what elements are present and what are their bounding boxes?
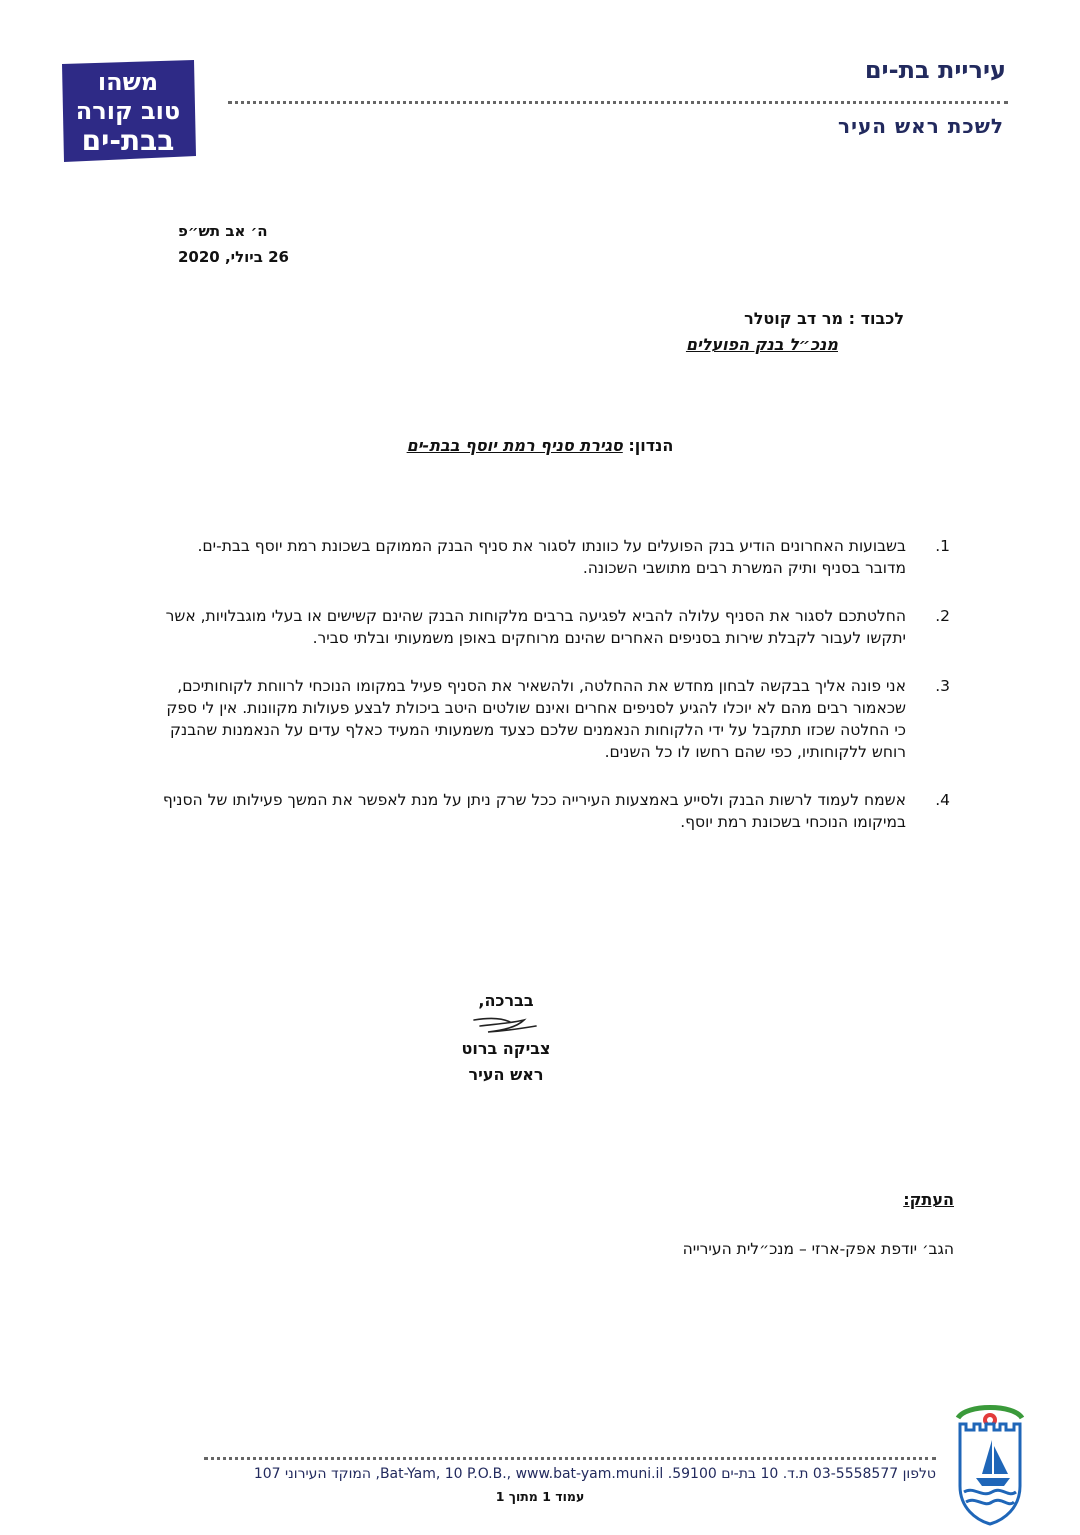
- subject-line: [0, 436, 1080, 455]
- closing-text: בברכה,: [478, 991, 534, 1010]
- paragraph-number: 1.: [935, 537, 950, 555]
- paragraph-text: אני פונה אליך בבקשה לבחון מחדש את ההחלטה, ולהשאיר את הסניף פעיל במקומו הנוכחי לרווחת לקוחותיכם, שכאמור רבים מהם לא יוכלו להגיע לסניפים אחרים ואינם שולטים היטב ביכולת לבצע פעולות מקוונות. אין לי ספק כי החלטה שכזו תתקבל על ידי הלקוחות הנאמנים שלכם כצעד משמעותי המעיד כאלף עדים על הנאמנות שהבנק רוחש ללקוחותיו, כפי שהם רחשו לו כל השנים.: [166, 677, 906, 761]
- subject-text: סגירת סניף רמת יוסף בבת-ים: [406, 436, 623, 455]
- body-paragraph: [160, 605, 950, 649]
- city-slogan-logo: [58, 60, 198, 162]
- logo-line-1: משהו: [97, 68, 159, 96]
- page-number: עמוד 1 מתוך 1: [495, 1489, 585, 1504]
- signer-title: ראש העיר: [468, 1065, 544, 1084]
- office-name: לשכת ראש העיר: [838, 114, 1004, 138]
- logo-line-3: בבת-ים: [81, 124, 175, 157]
- footer-divider: [204, 1457, 936, 1460]
- signer-name: צביקה ברוט: [461, 1039, 551, 1058]
- paragraph-text: בשבועות האחרונים הודיע בנק הפועלים על כוונתו לסגור את סניף הבנק הממוקם בשכונת רמת יוסף בבת-ים. מדובר בסניף ותיק המשרת רבים מתושבי השכונה.: [197, 537, 906, 577]
- municipality-name: עיריית בת-ים: [864, 56, 1006, 84]
- paragraph-number: 3.: [935, 677, 950, 695]
- recipient-title: מנכ״ל בנק הפועלים: [685, 335, 838, 354]
- paragraph-number: 2.: [935, 607, 950, 625]
- handwritten-signature: [466, 1014, 546, 1036]
- body-paragraph: [160, 789, 950, 833]
- recipient-line: לכבוד : מר דב קוטלר: [744, 309, 904, 328]
- body-paragraph: [160, 535, 950, 579]
- header-divider: [228, 101, 1008, 104]
- subject-label: הנדון:: [628, 436, 674, 455]
- recipient-block: [686, 306, 904, 358]
- gregorian-date: 26 ביולי, 2020: [178, 248, 289, 266]
- letter-body: [160, 535, 950, 859]
- paragraph-text: אשמח לעמוד לרשות הבנק ולסייע באמצעות העירייה ככל שרק ניתן על מנת לאפשר את המשך פעילותו של הסניף במיקומו הנוכחי בשכונת רמת יוסף.: [162, 791, 906, 831]
- hebrew-date: ה׳ אב תש״פ: [178, 222, 268, 240]
- paragraph-number: 4.: [935, 791, 950, 809]
- body-paragraph: [160, 675, 950, 763]
- cc-label: העתק:: [903, 1190, 954, 1209]
- paragraph-text: החלטתכם לסגור את הסניף עלולה להביא לפגיעה ברבים מלקוחות הבנק שהינם קשישים או בעלי מוגבלויות, אשר יתקשו לעבור לקבלת שירות בסניפים האחרים שהינם מרוחקים באופן משמעותי ובלתי סביר.: [165, 607, 906, 647]
- date-block: [178, 218, 378, 270]
- logo-line-2: טוב קורה: [75, 97, 181, 125]
- footer-contact: טלפון 03-5558577 ת.ד. 10 בת-ים 59100. Bat-Yam, 10 P.O.B., www.bat-yam.muni.il, המוקד העירוני 107: [253, 1466, 936, 1482]
- city-emblem-icon: [952, 1400, 1028, 1528]
- cc-recipient: הגב׳ יודפת אפק-ארזי – מנכ״לית העירייה: [682, 1240, 954, 1258]
- signature-block: [440, 988, 572, 1088]
